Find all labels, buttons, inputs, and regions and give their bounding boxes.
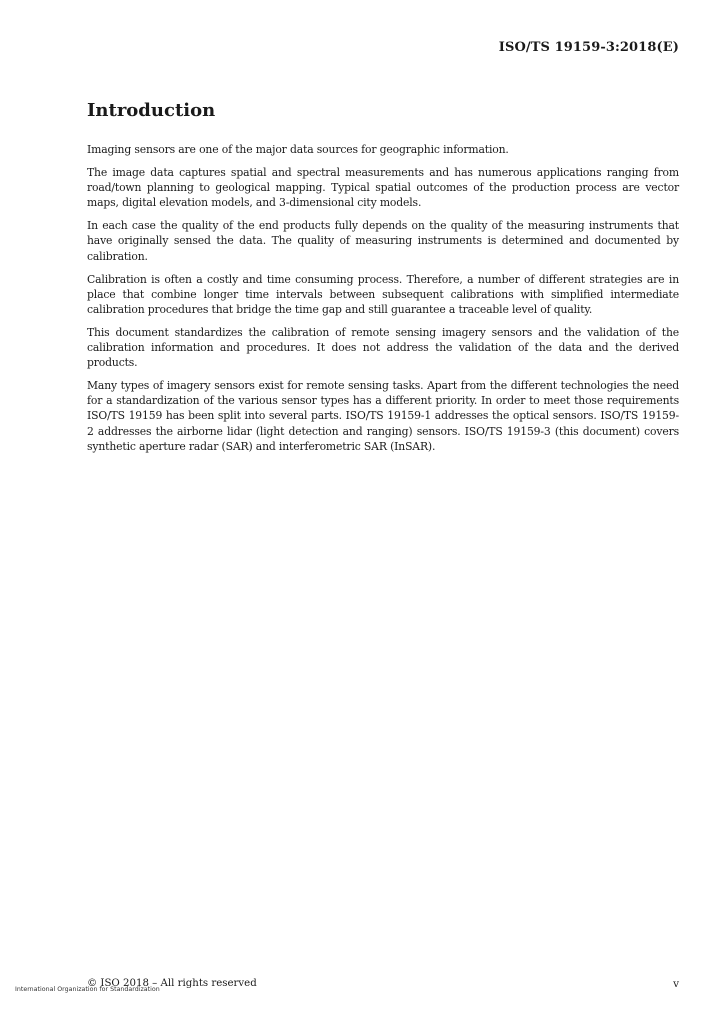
paragraph-3: In each case the quality of the end products fully depends on the quality of the measuring instruments that have originally sensed the data. The quality of measuring instruments is determined and documented by calibration. (87, 219, 679, 263)
document-code: ISO/TS 19159-3:2018(E) (498, 40, 679, 55)
paragraph-6: Many types of imagery sensors exist for remote sensing tasks. Apart from the different technologies the need for a standardization of the various sensor types has a different priority. In order to meet those requirements ISO/TS 19159 has been split into several parts. ISO/TS 19159-1 addresses the optical sensors. ISO/TS 19159-2 addresses the airborne lidar (light detection and ranging) sensors. ISO/TS 19159-3 (this document) covers synthetic aperture radar (SAR) and interferometric SAR (InSAR). (87, 379, 679, 453)
paragraph-2: The image data captures spatial and spectral measurements and has numerous applications ranging from road/town planning to geological mapping. Typical spatial outcomes of the production process are vector maps, digital elevation models, and 3-dimensional city models. (87, 166, 679, 210)
paragraph-4: Calibration is often a costly and time consuming process. Therefore, a number of different strategies are in place that combine longer time intervals between subsequent calibrations with simplified intermediate calibration procedures that bridge the time gap and still guarantee a traceable level of quality. (87, 272, 679, 316)
paragraph-1: Imaging sensors are one of the major data sources for geographic information. (87, 143, 509, 156)
body-text (87, 142, 679, 462)
footer-copyright: © ISO 2018 – All rights reserved (87, 978, 257, 989)
footer-organization: International Organization for Standardization (15, 986, 160, 993)
paragraph-5: This document standardizes the calibration of remote sensing imagery sensors and the validation of the calibration information and procedures. It does not address the validation of the data and the derived products. (87, 325, 679, 370)
page-number: v (673, 978, 679, 990)
section-title: Introduction (87, 100, 216, 121)
